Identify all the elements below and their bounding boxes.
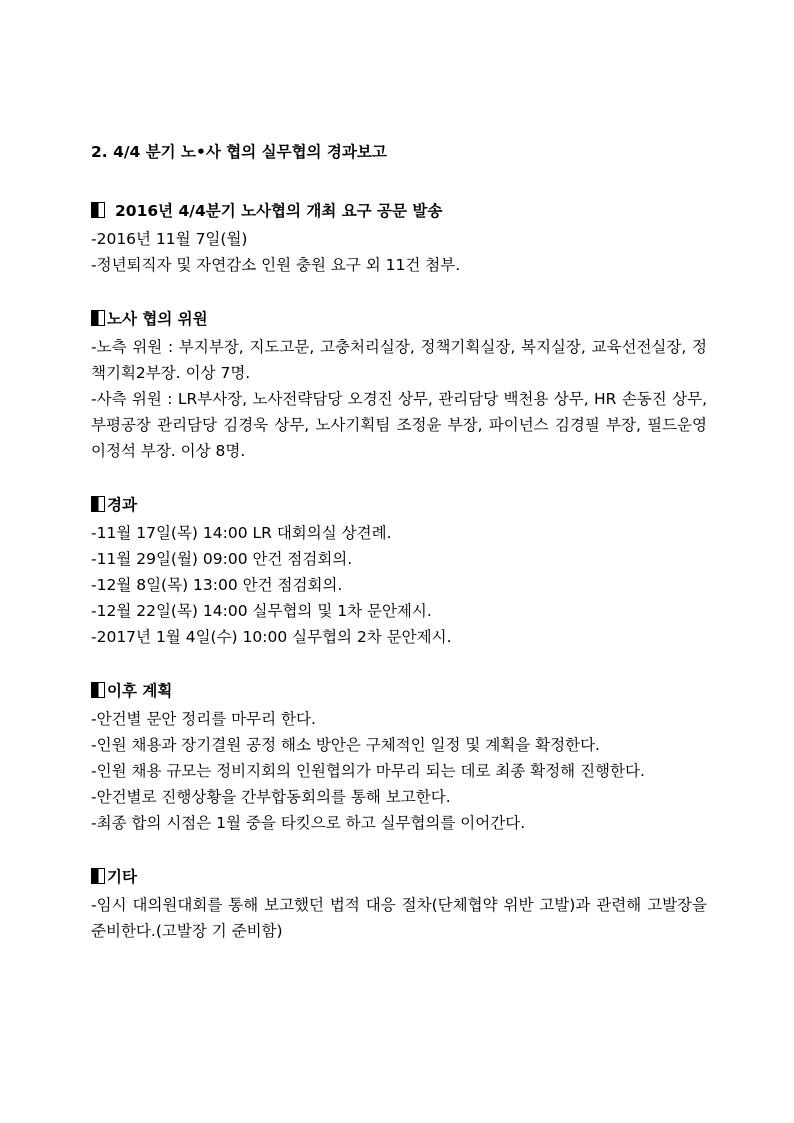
section-line: -인원 채용 규모는 정비지회의 인원협의가 마무리 되는 데로 최종 확정해 진행한다. [91,762,645,780]
section-line: -노측 위원 : 부지부장, 지도고문, 고충처리실장, 정책기획실장, 복지실장, 교육선전실장, 정책기획2부장. 이상 7명. [91,338,707,382]
section-heading [91,306,707,330]
section-future-plan [91,678,707,836]
square-bullet-icon [91,202,105,218]
square-bullet-icon [91,496,105,512]
section-line: -안건별로 진행상황을 간부합동회의를 통해 보고한다. [91,788,451,806]
section-heading-text: 이후 계획 [107,682,173,700]
section-committee-members [91,306,707,464]
section-line: -정년퇴직자 및 자연감소 인원 충원 요구 외 11건 첨부. [91,256,461,274]
section-line: -사측 위원 : LR부사장, 노사전략담당 오경진 상무, 관리담당 백천용 상무, HR 손동진 상무, 부평공장 관리담당 김경욱 상무, 노사기획팀 조정윤 부장, 파이넌스 김경필 부장, 필드운영 이정석 부장. 이상 8명. [91,390,707,460]
square-bullet-icon [91,310,105,326]
section-line: -2016년 11월 7일(월) [91,230,248,248]
section-line: -11월 29일(월) 09:00 안건 점검회의. [91,550,353,568]
section-heading [91,198,707,222]
square-bullet-icon [91,868,105,884]
section-line: -2017년 1월 4일(수) 10:00 실무협의 2차 문안제시. [91,628,452,646]
report-title: 2. 4/4 분기 노•사 협의 실무협의 경과보고 [91,143,387,161]
section-heading [91,678,707,702]
report-body [91,198,707,972]
section-heading [91,492,707,516]
section-line: -인원 채용과 장기결원 공정 해소 방안은 구체적인 일정 및 계획을 확정한다. [91,736,600,754]
section-heading-text: 경과 [107,496,137,514]
section-progress [91,492,707,650]
section-heading-text: 노사 협의 위원 [107,310,208,328]
section-meeting-request [91,198,707,278]
square-bullet-icon [91,682,105,698]
section-line: -12월 8일(목) 13:00 안건 점검회의. [91,576,343,594]
section-line: -안건별 문안 정리를 마무리 한다. [91,710,316,728]
section-heading-text: 2016년 4/4분기 노사협의 개최 요구 공문 발송 [115,202,443,220]
section-other [91,864,707,944]
section-line: -최종 합의 시점은 1월 중을 타킷으로 하고 실무협의를 이어간다. [91,814,526,832]
section-heading-text: 기타 [107,868,137,886]
section-line: -12월 22일(목) 14:00 실무협의 및 1차 문안제시. [91,602,432,620]
section-line: -임시 대의원대회를 통해 보고했던 법적 대응 절차(단체협약 위반 고발)과 관련해 고발장을 준비한다.(고발장 기 준비함) [91,896,707,940]
section-line: -11월 17일(목) 14:00 LR 대회의실 상견례. [91,524,392,542]
section-heading [91,864,707,888]
